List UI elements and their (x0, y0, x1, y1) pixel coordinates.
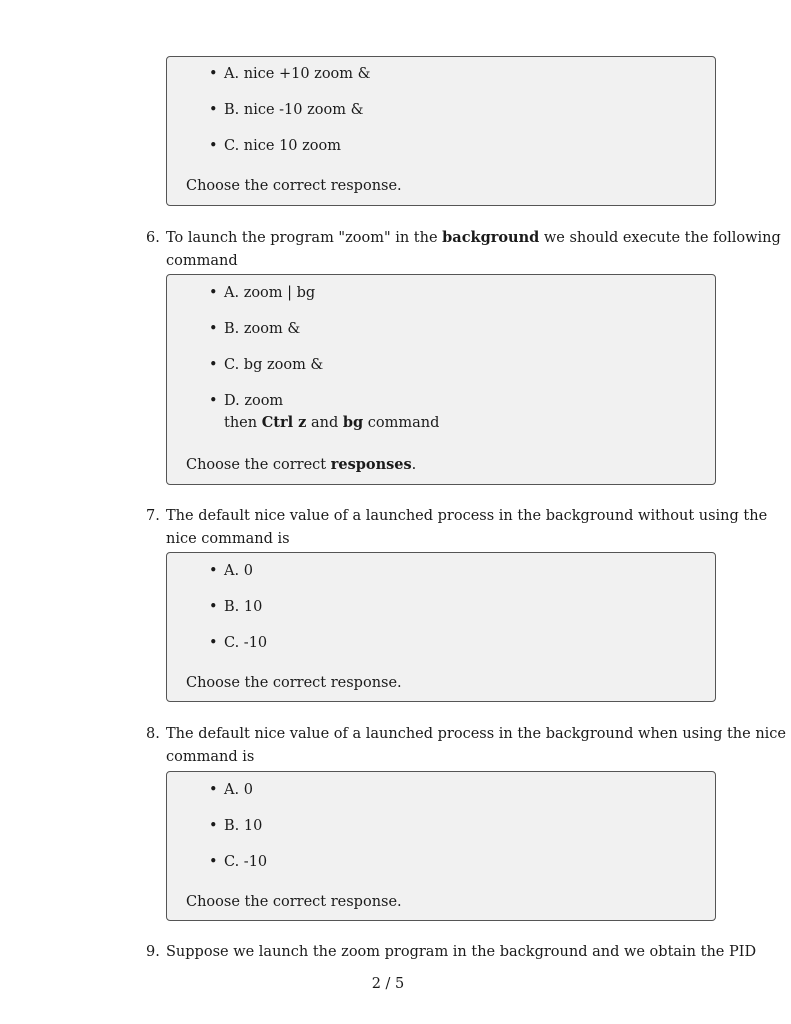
q6-option-d-label: D. zoom (224, 393, 284, 409)
bullet-icon: • (209, 599, 218, 615)
q6-option-d-sub-cmd: bg (342, 414, 364, 431)
bullet-icon: • (209, 321, 218, 337)
question-number: 8. (146, 726, 160, 742)
q5-instruction: Choose the correct response. (186, 178, 402, 194)
question-number: 6. (146, 230, 160, 246)
q5-option-c-label: C. nice 10 zoom (224, 138, 341, 154)
question-7-text: The default nice value of a launched process in the background without using the (166, 508, 768, 524)
q6-instruction-post: . (411, 457, 417, 473)
q6-instruction (186, 455, 416, 475)
q6-option-d-sub-post: command (363, 415, 440, 431)
bullet-icon: • (209, 563, 218, 579)
bullet-icon: • (209, 285, 218, 301)
bullet-icon: • (209, 782, 218, 798)
bullet-icon: • (209, 818, 218, 834)
q6-option-c-label: C. bg zoom & (224, 357, 324, 373)
q8-option-b-label: B. 10 (224, 818, 263, 834)
q5-option-b-label: B. nice -10 zoom & (224, 102, 364, 118)
bullet-icon: • (209, 635, 218, 651)
q8-instruction: Choose the correct response. (186, 894, 402, 910)
q6-option-d-sub-key: Ctrl z (261, 414, 307, 431)
question-6-text-bold: background (442, 229, 540, 246)
q6-options-box (166, 274, 716, 485)
bullet-icon: • (209, 854, 218, 870)
bullet-icon: • (209, 138, 218, 154)
question-8-text: The default nice value of a launched process in the background when using the nice (166, 726, 787, 742)
bullet-icon: • (209, 357, 218, 373)
question-6-text-pre: To launch the program "zoom" in the (166, 230, 443, 246)
q7-option-b-label: B. 10 (224, 599, 263, 615)
question-number: 7. (146, 508, 160, 524)
question-9-text: Suppose we launch the zoom program in the background and we obtain the PID (166, 944, 757, 960)
q6-instruction-bold: responses (330, 456, 412, 473)
question-8-text-cont: command is (166, 749, 255, 765)
q8-option-c-label: C. -10 (224, 854, 268, 870)
q6-option-d-sub (224, 413, 439, 433)
page-number: 2 / 5 (371, 976, 405, 992)
q6-instruction-pre: Choose the correct (186, 457, 331, 473)
q7-instruction: Choose the correct response. (186, 675, 402, 691)
question-7-text-cont: nice command is (166, 531, 290, 547)
q5-option-a-label: A. nice +10 zoom & (224, 66, 371, 82)
q5-options-box (166, 56, 716, 206)
bullet-icon: • (209, 66, 218, 82)
q7-option-a-label: A. 0 (224, 563, 253, 579)
q7-option-c-label: C. -10 (224, 635, 268, 651)
bullet-icon: • (209, 393, 218, 409)
question-number: 9. (146, 944, 160, 960)
q6-option-b-label: B. zoom & (224, 321, 301, 337)
q6-option-d-sub-mid: and (306, 415, 343, 431)
bullet-icon: • (209, 102, 218, 118)
q6-option-a-label: A. zoom | bg (224, 285, 316, 301)
q7-options-box (166, 552, 716, 702)
question-6-text (166, 227, 781, 249)
question-6-text-cont: command (166, 253, 238, 269)
question-6-text-post: we should execute the following (539, 230, 781, 246)
q6-option-d-sub-pre: then (224, 415, 262, 431)
q8-option-a-label: A. 0 (224, 782, 253, 798)
q8-options-box (166, 771, 716, 921)
